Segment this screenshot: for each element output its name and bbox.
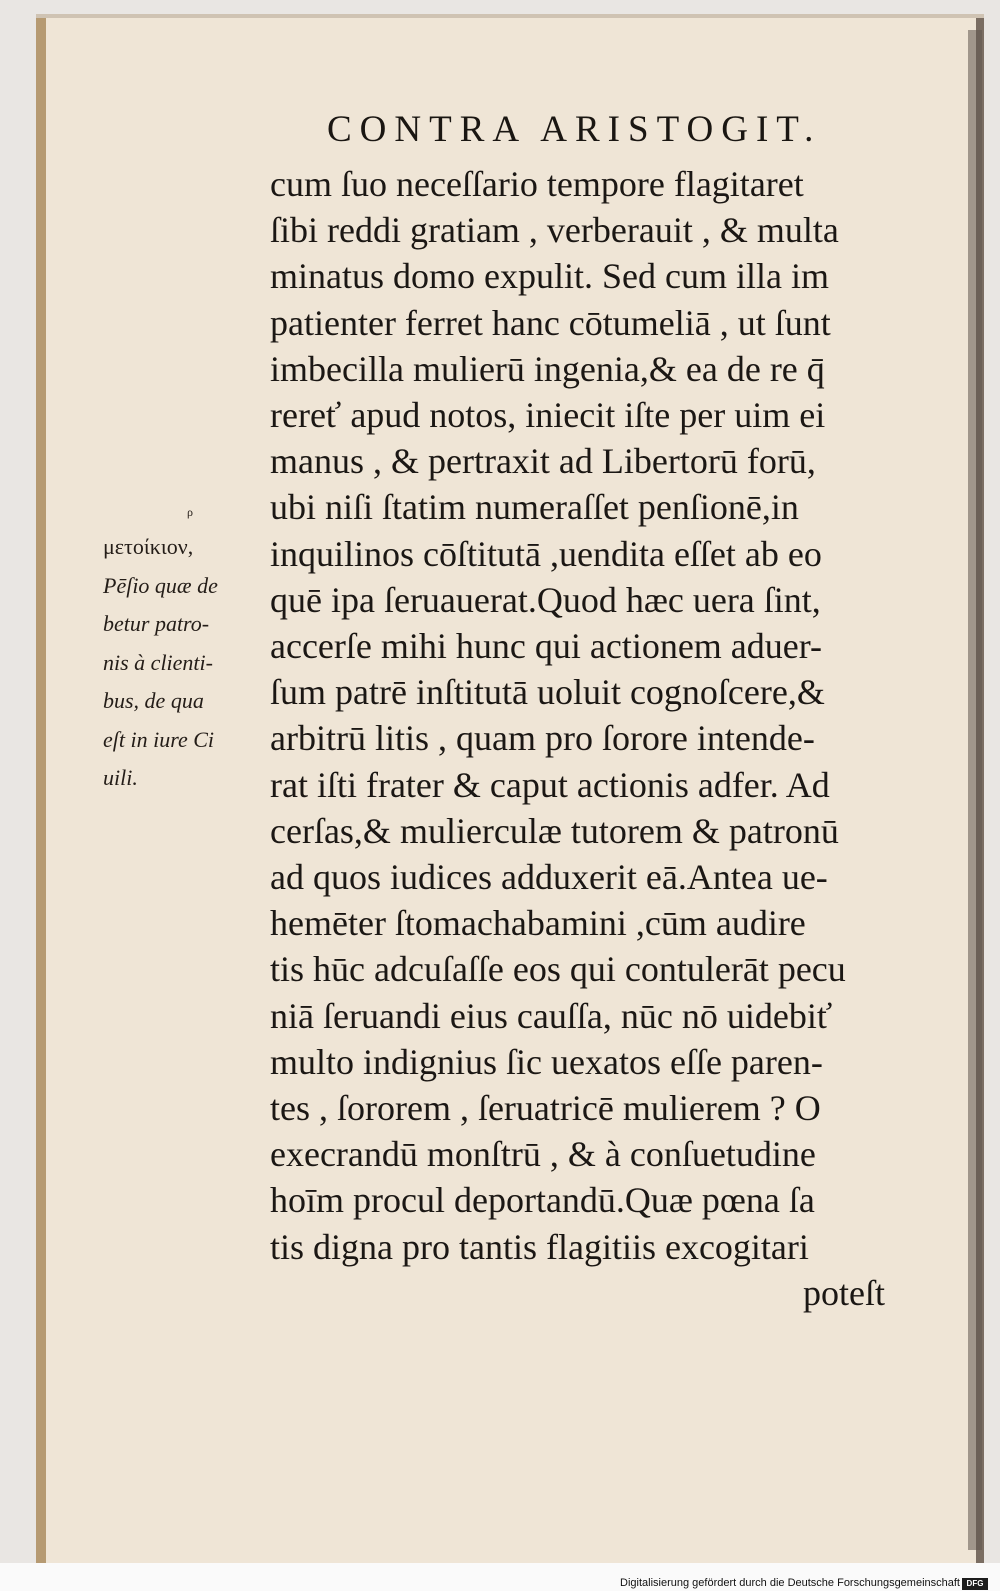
text-line: hemēter ſtomachabamini ,cūm audire: [270, 903, 806, 944]
footer-credit: Digitalisierung gefördert durch die Deutsche Forschungsgemeinschaft: [620, 1577, 960, 1589]
text-line: rereť apud notos, iniecit iſte per uim ei: [270, 395, 826, 436]
text-line: cum ſuo neceſſario tempore flagitaret: [270, 164, 804, 204]
page-gutter-shadow: [968, 30, 982, 1550]
text-line: inquilinos cōſtitutā ,uendita eſſet ab eo: [270, 533, 822, 574]
text-line: niā ſeruandi eius cauſſa, nūc nō uidebiť: [270, 995, 833, 1036]
text-line: hoīm procul deportandū.Quæ pœna ſa: [270, 1180, 815, 1221]
running-head: CONTRA ARISTOGIT.: [327, 109, 822, 150]
text-line: imbecilla mulierū ingenia,& ea de re q̄: [270, 348, 825, 389]
text-line: execrandū monſtrū , & à conſuetudine: [270, 1134, 816, 1175]
text-line: multo indignius ſic uexatos eſſe paren-: [270, 1041, 823, 1082]
text-line: tis hūc adcuſaſſe eos qui contulerāt pecu: [270, 949, 846, 990]
text-line: quē ipa ſeruauerat.Quod hæc uera ſint,: [270, 579, 821, 620]
text-line: ubi niſi ſtatim numeraſſet penſionē,in: [270, 487, 799, 528]
dfg-logo: DFG: [962, 1578, 988, 1590]
text-line: ad quos iudices adduxerit eā.Antea ue-: [270, 857, 828, 898]
marginal-line: Pēſio quæ de: [103, 572, 218, 598]
text-line: manus , & pertraxit ad Libertorū forū,: [270, 441, 816, 482]
text-line: accerſe mihi hunc qui actionem aduer-: [270, 626, 823, 667]
marginal-superscript: ρ: [187, 505, 193, 519]
text-line: tis digna pro tantis flagitiis excogitari: [270, 1226, 809, 1267]
text-line: ſum patrē inſtitutā uoluit cognoſcere,&: [270, 672, 825, 713]
marginal-line: bus, de qua: [103, 688, 204, 713]
marginal-note: [103, 528, 273, 798]
marginal-line: betur patro-: [103, 611, 210, 636]
marginal-greek-word: μετοίκιον,: [103, 534, 194, 559]
text-line: arbitrū litis , quam pro ſorore intende-: [270, 718, 815, 759]
marginal-line: eſt in iure Ci: [103, 726, 215, 752]
text-line: cerſas,& mulierculæ tutorem & patronū: [270, 810, 839, 851]
text-line: ſibi reddi gratiam , verberauit , & multa: [270, 210, 839, 251]
catchword: poteſt: [803, 1272, 885, 1313]
marginal-line: nis à clienti-: [103, 649, 213, 675]
text-line: tes , ſororem , ſeruatricē mulierem ? O: [270, 1088, 821, 1129]
text-line: minatus domo expulit. Sed cum illa im: [270, 256, 829, 297]
body-text: [270, 161, 905, 1316]
marginal-line: uili.: [103, 765, 138, 790]
text-line: rat iſti frater & caput actionis adfer. Ad: [270, 764, 830, 805]
text-line: patienter ferret hanc cōtumeliā , ut ſunt: [270, 302, 831, 343]
